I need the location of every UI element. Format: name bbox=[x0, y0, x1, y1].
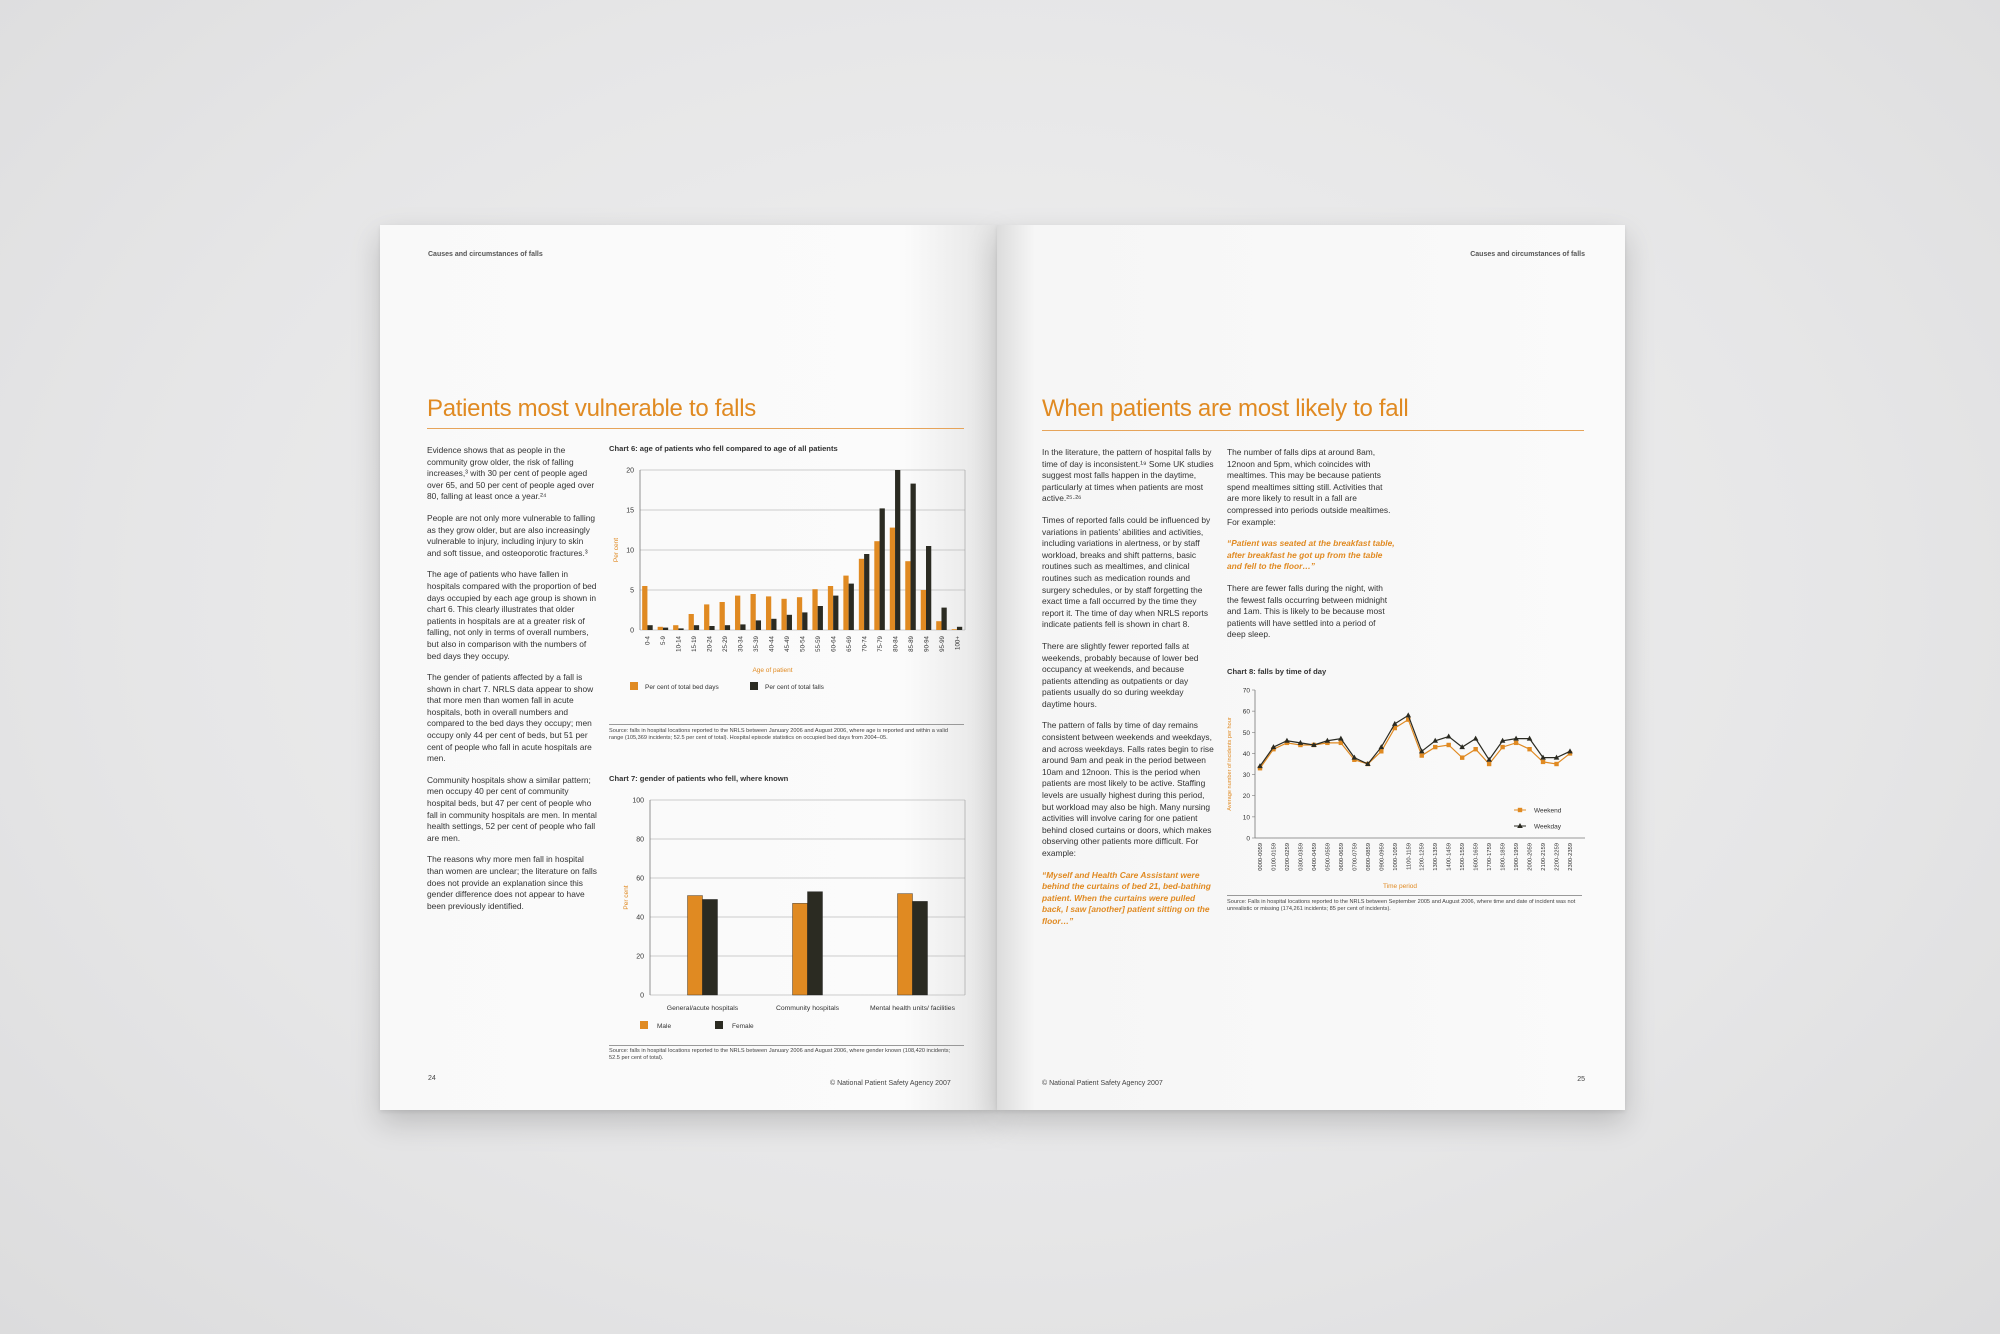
x-tick-label: 0400-0459 bbox=[1311, 843, 1318, 871]
y-tick-label: 20 bbox=[636, 953, 644, 961]
bar-bed-days bbox=[905, 561, 910, 630]
bar-female bbox=[703, 899, 718, 995]
weekend-point bbox=[1487, 762, 1491, 766]
bar-bed-days bbox=[874, 541, 879, 630]
page-number: 25 bbox=[1577, 1076, 1585, 1083]
chart8 bbox=[1223, 680, 1589, 890]
y-tick-label: 15 bbox=[626, 507, 634, 515]
x-tick-label: 1800-1859 bbox=[1500, 843, 1507, 871]
x-tick-label: Community hospitals bbox=[775, 1005, 840, 1012]
x-tick-label: 75-79 bbox=[876, 636, 884, 652]
chart7-title: Chart 7: gender of patients who fell, where known bbox=[609, 774, 789, 783]
y-tick-label: 0 bbox=[1246, 835, 1250, 843]
bar-falls bbox=[740, 624, 745, 630]
bar-female bbox=[913, 901, 928, 995]
bar-falls bbox=[647, 625, 652, 630]
y-tick-label: 0 bbox=[630, 627, 634, 635]
bar-falls bbox=[880, 508, 885, 630]
y-tick-label: 5 bbox=[630, 587, 634, 595]
x-tick-label: 2200-2259 bbox=[1554, 843, 1561, 871]
x-tick-label: 2100-2159 bbox=[1541, 843, 1548, 871]
y-tick-label: 100 bbox=[632, 797, 644, 805]
weekend-point bbox=[1420, 753, 1424, 757]
title-rule bbox=[1042, 430, 1584, 431]
quote: “Patient was seated at the breakfast table, after breakfast he got up from the table and fell to the floor…” bbox=[1227, 538, 1395, 572]
x-tick-label: 35-39 bbox=[753, 636, 761, 652]
weekend-point bbox=[1446, 743, 1450, 747]
x-tick-label: 100+ bbox=[954, 636, 962, 650]
running-head: Causes and circumstances of falls bbox=[428, 251, 543, 258]
x-tick-label: 40-44 bbox=[768, 636, 776, 652]
bar-falls bbox=[663, 628, 668, 630]
x-tick-label: 80-84 bbox=[892, 636, 900, 652]
x-tick-label: 10-14 bbox=[675, 636, 683, 652]
title-rule bbox=[427, 428, 964, 429]
legend-swatch bbox=[640, 1021, 648, 1029]
page-number: 24 bbox=[428, 1075, 436, 1082]
weekday-point bbox=[1446, 734, 1452, 739]
bar-bed-days bbox=[828, 586, 833, 630]
legend-label: Female bbox=[732, 1023, 754, 1030]
legend-swatch bbox=[715, 1021, 723, 1029]
x-tick-label: 1100-1159 bbox=[1406, 843, 1413, 870]
bar-bed-days bbox=[735, 596, 740, 630]
x-tick-label: 1000-1059 bbox=[1392, 843, 1399, 871]
x-tick-label: 85-89 bbox=[907, 636, 915, 652]
x-tick-label: 0800-0859 bbox=[1365, 843, 1372, 871]
bar-male bbox=[793, 903, 808, 995]
x-tick-label: 30-34 bbox=[737, 636, 745, 652]
x-tick-label: 1500-1559 bbox=[1460, 843, 1467, 871]
weekend-point bbox=[1433, 745, 1437, 749]
bar-bed-days bbox=[843, 576, 848, 630]
paragraph: Community hospitals show a similar pattern; men occupy 40 per cent of community hospital beds, but 47 per cent of people who fall in community hospitals are men. In mental health settings, 52 per cent of people who fall are men. bbox=[427, 774, 597, 843]
chart7-source: Source: falls in hospital locations reported to the NRLS between January 2006 and August 2006, where gender known (108,420 incidents; 52.5 per cent of total). bbox=[609, 1048, 951, 1061]
paragraph: The gender of patients affected by a fall is shown in chart 7. NRLS data appear to show that more men than women fall in acute hospitals, both in overall numbers and compared to the bed days they occupy; men occupy only 44 per cent of beds, but 51 per cent of people who fall in acute hospitals are men. bbox=[427, 672, 594, 764]
weekday-point bbox=[1338, 736, 1344, 741]
bar-falls bbox=[725, 625, 730, 630]
x-tick-label: 25-29 bbox=[722, 636, 730, 652]
y-tick-label: 20 bbox=[1242, 793, 1250, 801]
body-column-1 bbox=[1042, 447, 1215, 938]
bar-bed-days bbox=[766, 596, 771, 630]
legend-label: Weekday bbox=[1534, 823, 1561, 831]
bar-bed-days bbox=[704, 604, 709, 630]
y-tick-label: 10 bbox=[1242, 814, 1250, 822]
x-tick-label: 1600-1659 bbox=[1473, 843, 1480, 871]
bar-falls bbox=[818, 606, 823, 630]
x-tick-label: 50-54 bbox=[799, 636, 807, 652]
y-tick-label: 50 bbox=[1242, 729, 1250, 737]
left-page bbox=[380, 225, 997, 1110]
right-page bbox=[997, 225, 1625, 1110]
y-tick-label: 20 bbox=[626, 467, 634, 475]
y-axis-label: Per cent bbox=[623, 885, 630, 910]
x-tick-label: 2300-2359 bbox=[1568, 843, 1574, 871]
x-tick-label: 90-94 bbox=[923, 636, 931, 652]
bar-falls bbox=[802, 612, 807, 630]
x-tick-label: 1700-1759 bbox=[1487, 843, 1494, 871]
page-title: When patients are most likely to fall bbox=[1042, 395, 1409, 422]
bar-falls bbox=[941, 608, 946, 630]
paragraph: Times of reported falls could be influenced by variations in patients’ abilities and activities, including variations in alertness, or by staff workload, breaks and shift patterns, basic routines such as mealtimes, and clinical routines such as medication rounds and surgery schedules, or by staff forgetting the exact time a fall occurred by the time they report it. The time of day when NRLS reports indicate patients fell is shown in chart 8. bbox=[1042, 514, 1211, 630]
bar-falls bbox=[771, 619, 776, 630]
x-axis-label: Age of patient bbox=[752, 667, 793, 674]
bar-bed-days bbox=[952, 629, 957, 630]
running-head: Causes and circumstances of falls bbox=[1470, 251, 1585, 258]
chart6 bbox=[605, 455, 970, 691]
x-tick-label: 45-49 bbox=[784, 636, 792, 652]
footer-copyright: © National Patient Safety Agency 2007 bbox=[1042, 1080, 1163, 1087]
x-tick-label: Mental health units/ facilities bbox=[869, 1005, 956, 1012]
y-tick-label: 60 bbox=[636, 875, 644, 883]
bar-falls bbox=[911, 484, 916, 630]
source-rule bbox=[609, 1045, 964, 1046]
y-tick-label: 80 bbox=[636, 836, 644, 844]
x-tick-label: 95-99 bbox=[938, 636, 946, 652]
chart6-title: Chart 6: age of patients who fell compared to age of all patients bbox=[609, 444, 838, 453]
body-column-2 bbox=[1227, 447, 1395, 651]
bar-bed-days bbox=[689, 614, 694, 630]
weekday-point bbox=[1473, 736, 1479, 741]
bar-male bbox=[898, 894, 913, 995]
bar-falls bbox=[895, 470, 900, 630]
x-tick-label: 2000-2059 bbox=[1527, 843, 1534, 871]
y-axis-label: Average number of incidents per hour bbox=[1227, 717, 1233, 811]
weekend-point bbox=[1541, 760, 1545, 764]
x-tick-label: 0100-0159 bbox=[1271, 843, 1278, 871]
bar-falls bbox=[709, 626, 714, 630]
bar-bed-days bbox=[859, 559, 864, 630]
document-spread bbox=[380, 225, 1625, 1115]
weekend-point bbox=[1500, 745, 1504, 749]
legend-label: Male bbox=[657, 1023, 672, 1030]
y-tick-label: 40 bbox=[1242, 750, 1250, 758]
x-tick-label: 0300-0359 bbox=[1298, 843, 1305, 871]
x-tick-label: 0600-0659 bbox=[1338, 843, 1345, 871]
legend-label: Per cent of total falls bbox=[765, 684, 824, 691]
series-line-weekday bbox=[1260, 715, 1570, 766]
bar-falls bbox=[787, 615, 792, 630]
footer-copyright: © National Patient Safety Agency 2007 bbox=[830, 1080, 951, 1087]
bar-female bbox=[808, 892, 823, 995]
bar-bed-days bbox=[812, 589, 817, 630]
chart8-title: Chart 8: falls by time of day bbox=[1227, 667, 1327, 676]
weekday-point bbox=[1405, 712, 1411, 717]
y-tick-label: 10 bbox=[626, 547, 634, 555]
legend-swatch bbox=[630, 682, 638, 690]
bar-bed-days bbox=[921, 590, 926, 630]
bar-male bbox=[688, 896, 703, 995]
y-tick-label: 0 bbox=[640, 992, 644, 1000]
bar-bed-days bbox=[781, 599, 786, 630]
x-tick-label: General/acute hospitals bbox=[666, 1005, 739, 1012]
bar-falls bbox=[957, 627, 962, 630]
paragraph: There are slightly fewer reported falls at weekends, probably because of lower bed occupancy at weekends, and because patients attending as outpatients or day patients usually do so during weekday daytime hours. bbox=[1042, 640, 1199, 709]
x-tick-label: 1200-1259 bbox=[1419, 843, 1426, 871]
legend-label: Per cent of total bed days bbox=[645, 684, 719, 691]
bar-falls bbox=[926, 546, 931, 630]
weekend-point bbox=[1473, 747, 1477, 751]
x-tick-label: 15-19 bbox=[691, 636, 699, 652]
page-title: Patients most vulnerable to falls bbox=[427, 395, 756, 422]
quote: “Myself and Health Care Assistant were behind the curtains of bed 21, bed-bathing patient. When the curtains were pulled back, I saw [another] patient sitting on the floor…” bbox=[1042, 869, 1211, 926]
chart6-source: Source: falls in hospital locations reported to the NRLS between January 2006 and August 2006, where age is reported and within a valid range (105,369 incidents; 52.5 per cent of total). Hospital episode statistics on occupied bed days from 2004–05. bbox=[609, 728, 948, 741]
paragraph: The number of falls dips at around 8am, 12noon and 5pm, which coincides with mealtimes. This may be because patients spend mealtimes sitting still. Activities that are more likely to result in a fall are compressed into periods outside mealtimes. For example: bbox=[1227, 447, 1391, 527]
bar-falls bbox=[864, 554, 869, 630]
bar-falls bbox=[756, 620, 761, 630]
paragraph: Evidence shows that as people in the community grow older, the risk of falling increases,³ with 30 per cent of people aged over 65, and 50 per cent of people aged over 80, falling at least once a year.²⁴ bbox=[427, 445, 595, 502]
bar-bed-days bbox=[797, 597, 802, 630]
weekday-point bbox=[1392, 721, 1398, 726]
x-tick-label: 1900-1959 bbox=[1514, 843, 1521, 871]
weekday-point bbox=[1567, 748, 1573, 753]
legend-label: Weekend bbox=[1534, 807, 1562, 815]
paragraph: In the literature, the pattern of hospital falls by time of day is inconsistent.¹⁹ Some UK studies suggest most falls happen in the daytime, particularly at times when patients are most active.²⁵·²⁶ bbox=[1042, 447, 1214, 504]
y-axis-label: Per cent bbox=[613, 537, 620, 563]
paragraph: People are not only more vulnerable to falling as they grow older, but are also increasingly vulnerable to injury, including injury to skin and soft tissue, and osteoporotic fractures.³ bbox=[427, 512, 596, 558]
source-rule bbox=[1227, 895, 1582, 896]
x-tick-label: 5-9 bbox=[660, 636, 668, 645]
x-tick-label: 65-69 bbox=[845, 636, 853, 652]
chart7 bbox=[605, 785, 970, 1030]
x-tick-label: 60-64 bbox=[830, 636, 838, 652]
bar-falls bbox=[678, 628, 683, 630]
x-tick-label: 0700-0759 bbox=[1352, 843, 1359, 871]
bar-bed-days bbox=[751, 594, 756, 630]
x-tick-label: 0000-0059 bbox=[1258, 843, 1264, 871]
x-tick-label: 55-59 bbox=[814, 636, 822, 652]
weekend-point bbox=[1460, 755, 1464, 759]
y-tick-label: 40 bbox=[636, 914, 644, 922]
paragraph: The pattern of falls by time of day remains consistent between weekends and weekdays, and across weekdays. Falls rates begin to rise around 9am and peak in the period between 10am and 12noon. This is the period when patients are most likely to be active. Staffing levels are usually highest during this period, but workload may also be high. Many nursing activities will involve caring for one patient behind closed curtains or doors, which makes observing other patients more difficult. For example: bbox=[1042, 720, 1214, 858]
paragraph: The reasons why more men fall in hospital than women are unclear; the literature on falls does not provide an explanation since this gender difference does not appear to have been previously identified. bbox=[427, 854, 597, 911]
bar-bed-days bbox=[890, 528, 895, 630]
x-tick-label: 70-74 bbox=[861, 636, 869, 652]
y-tick-label: 30 bbox=[1242, 772, 1250, 780]
weekend-point bbox=[1554, 762, 1558, 766]
x-tick-label: 1300-1359 bbox=[1433, 843, 1440, 871]
legend-swatch bbox=[750, 682, 758, 690]
bar-bed-days bbox=[720, 602, 725, 630]
x-tick-label: 0-4 bbox=[644, 636, 652, 645]
body-column bbox=[427, 445, 599, 922]
source-rule bbox=[609, 724, 964, 725]
paragraph: There are fewer falls during the night, with the fewest falls occurring between midnight and 1am. This is likely to be because most patients will have settled into a period of deep sleep. bbox=[1227, 582, 1388, 640]
x-tick-label: 0200-0259 bbox=[1284, 843, 1291, 871]
bar-falls bbox=[849, 584, 854, 630]
bar-falls bbox=[694, 625, 699, 630]
chart8-source: Source: Falls in hospital locations reported to the NRLS between September 2005 and August 2006, where time and date of incident was not unrealistic or missing (174,261 incidents; 85 per cent of incidents). bbox=[1227, 899, 1576, 912]
weekend-point bbox=[1527, 747, 1531, 751]
x-axis-label: Time period bbox=[1382, 883, 1418, 890]
x-tick-label: 20-24 bbox=[706, 636, 714, 652]
x-tick-label: 0500-0559 bbox=[1325, 843, 1332, 871]
y-tick-label: 60 bbox=[1242, 708, 1250, 716]
legend-marker bbox=[1518, 808, 1522, 812]
paragraph: The age of patients who have fallen in hospitals compared with the proportion of bed days occupied by each age group is shown in chart 6. This clearly illustrates that older patients in hospitals are at a greater risk of falling, not only in terms of overall numbers, but also in comparison with the numbers of bed days they occupy. bbox=[427, 569, 597, 661]
bar-bed-days bbox=[658, 627, 663, 630]
bar-bed-days bbox=[673, 625, 678, 630]
bar-bed-days bbox=[642, 586, 647, 630]
x-tick-label: 1400-1459 bbox=[1446, 843, 1453, 871]
weekday-point bbox=[1284, 738, 1290, 743]
bar-bed-days bbox=[936, 621, 941, 630]
bar-falls bbox=[833, 596, 838, 630]
weekend-point bbox=[1514, 741, 1518, 745]
x-tick-label: 0900-0959 bbox=[1379, 843, 1386, 871]
y-tick-label: 70 bbox=[1242, 687, 1250, 695]
